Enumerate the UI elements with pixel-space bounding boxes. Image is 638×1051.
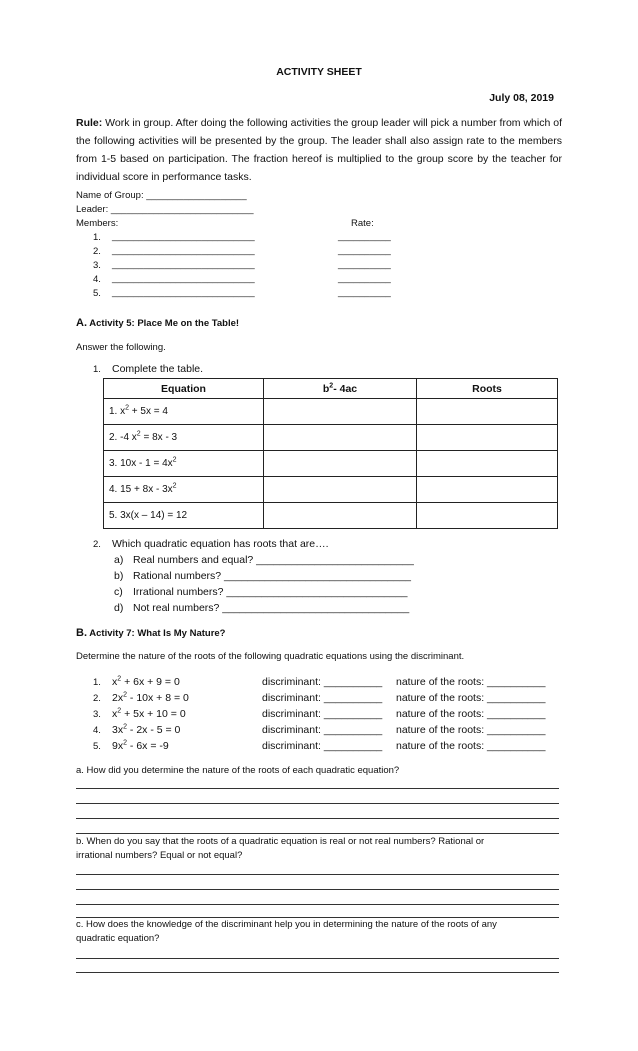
eq-text: 5. 3x(x – 14) = 12 (109, 510, 188, 521)
table-row (104, 399, 558, 425)
discriminant-field[interactable]: discriminant: __________ (262, 676, 383, 688)
question-b-line2: irrational numbers? Equal or not equal? (76, 850, 243, 861)
member-num: 5. (93, 288, 101, 299)
equation-cell (104, 399, 264, 425)
item-number: 3. (93, 709, 101, 720)
eq-text: - 10x + 8 = 0 (127, 692, 189, 704)
quadratic-equation (112, 724, 180, 736)
nature-field[interactable]: nature of the roots: __________ (396, 740, 546, 752)
nature-field[interactable]: nature of the roots: __________ (396, 692, 546, 704)
discriminant-field[interactable]: discriminant: __________ (262, 740, 383, 752)
quadratic-equation (112, 708, 186, 720)
discriminant-cell[interactable] (264, 451, 417, 477)
activity-a-instruction: Answer the following. (76, 342, 166, 353)
member-num: 1. (93, 232, 101, 243)
activity-a-letter: A. (76, 317, 87, 329)
member-rate-field[interactable]: __________ (338, 273, 391, 284)
member-num: 3. (93, 260, 101, 271)
choice-letter: c) (114, 586, 123, 598)
eq-text: + 6x + 9 = 0 (121, 676, 180, 688)
equation-table (103, 378, 558, 529)
answer-line[interactable] (76, 904, 559, 905)
member-name-field[interactable]: ___________________________ (112, 245, 255, 256)
member-rate-field[interactable]: __________ (338, 287, 391, 298)
discriminant-cell[interactable] (264, 477, 417, 503)
eq-text: - 6x = -9 (127, 740, 169, 752)
eq-text: + 5x + 10 = 0 (121, 708, 186, 720)
discriminant-cell[interactable] (264, 503, 417, 529)
activity-b-heading (76, 627, 225, 639)
choice-field[interactable]: Irrational numbers? _______________________________ (133, 586, 408, 598)
activity-b-title: Activity 7: What Is My Nature? (87, 628, 226, 639)
table-row (104, 425, 558, 451)
quadratic-equation (112, 740, 169, 752)
header-discriminant (264, 379, 417, 399)
answer-line[interactable] (76, 803, 559, 804)
table-row (104, 477, 558, 503)
eq-exponent: 2 (172, 456, 177, 464)
equation-cell (104, 477, 264, 503)
equation-cell (104, 425, 264, 451)
eq-exponent: 2 (123, 739, 127, 747)
member-name-field[interactable]: ___________________________ (112, 231, 255, 242)
member-name-field[interactable]: ___________________________ (112, 259, 255, 270)
members-label: Members: (76, 218, 119, 229)
question-b-line1: b. When do you say that the roots of a quadratic equation is real or not real numbers? Rational or (76, 836, 485, 847)
eq-text: = 8x - 3 (140, 432, 178, 443)
activity-a-title: Activity 5: Place Me on the Table! (87, 318, 240, 329)
eq-exponent: 2 (117, 675, 122, 683)
answer-line[interactable] (76, 818, 559, 819)
eq-text: 4. 15 + 8x - 3x (109, 484, 173, 495)
activity-a-heading (76, 317, 239, 329)
roots-cell[interactable] (417, 503, 558, 529)
eq-text: 3. 10x - 1 = 4x (109, 458, 173, 469)
group-name-field[interactable]: Name of Group: ___________________ (76, 190, 247, 201)
roots-cell[interactable] (417, 425, 558, 451)
answer-line[interactable] (76, 917, 559, 918)
eq-text: 2x (112, 692, 124, 704)
roots-cell[interactable] (417, 399, 558, 425)
equation-cell (104, 451, 264, 477)
eq-exponent: 2 (123, 723, 127, 731)
answer-line[interactable] (76, 972, 559, 973)
choice-letter: b) (114, 570, 124, 582)
choice-field[interactable]: Rational numbers? ________________________________ (133, 570, 411, 582)
header-equation: Equation (104, 379, 264, 399)
nature-field[interactable]: nature of the roots: __________ (396, 708, 546, 720)
disc-rest: - 4ac (333, 382, 358, 395)
question-a: a. How did you determine the nature of the roots of each quadratic equation? (76, 765, 400, 776)
rule-paragraph (76, 114, 562, 186)
table-header-row (104, 379, 558, 399)
eq-text: 3x (112, 724, 124, 736)
item-number: 1. (93, 364, 101, 375)
nature-field[interactable]: nature of the roots: __________ (396, 676, 546, 688)
activity-b-letter: B. (76, 627, 87, 639)
discriminant-field[interactable]: discriminant: __________ (262, 724, 383, 736)
member-rate-field[interactable]: __________ (338, 231, 391, 242)
roots-cell[interactable] (417, 451, 558, 477)
discriminant-cell[interactable] (264, 399, 417, 425)
member-name-field[interactable]: ___________________________ (112, 287, 255, 298)
item-number: 4. (93, 725, 101, 736)
header-roots: Roots (417, 379, 558, 399)
eq-text: 9x (112, 740, 124, 752)
roots-cell[interactable] (417, 477, 558, 503)
member-num: 4. (93, 274, 101, 285)
choice-letter: a) (114, 554, 124, 566)
question-c-line1: c. How does the knowledge of the discriminant help you in determining the nature of the roots of any (76, 919, 497, 930)
eq-exponent: 2 (125, 404, 130, 412)
quadratic-equation (112, 692, 189, 704)
item-number: 1. (93, 677, 101, 688)
page-title: ACTIVITY SHEET (276, 66, 362, 78)
rate-label: Rate: (351, 218, 374, 229)
date: July 08, 2019 (489, 92, 554, 104)
item-number: 2. (93, 693, 101, 704)
item-text: Which quadratic equation has roots that are…. (112, 538, 329, 550)
eq-text: 1. x (109, 406, 126, 417)
activity-b-instruction: Determine the nature of the roots of the following quadratic equations using the discriminant. (76, 651, 465, 662)
member-rate-field[interactable]: __________ (338, 259, 391, 270)
eq-exponent: 2 (172, 482, 177, 490)
answer-line[interactable] (76, 788, 559, 789)
answer-line[interactable] (76, 833, 559, 834)
eq-text: x (112, 708, 118, 720)
eq-text: x (112, 676, 118, 688)
equation-cell (104, 503, 264, 529)
leader-field[interactable]: Leader: ___________________________ (76, 204, 254, 215)
eq-text: 2. -4 x (109, 432, 137, 443)
member-rate-field[interactable]: __________ (338, 245, 391, 256)
member-num: 2. (93, 246, 101, 257)
quadratic-equation (112, 676, 180, 688)
answer-line[interactable] (76, 889, 559, 890)
nature-field[interactable]: nature of the roots: __________ (396, 724, 546, 736)
answer-line[interactable] (76, 958, 559, 959)
table-row (104, 503, 558, 529)
discriminant-field[interactable]: discriminant: __________ (262, 692, 383, 704)
member-name-field[interactable]: ___________________________ (112, 273, 255, 284)
disc-exponent: 2 (329, 382, 334, 389)
item-number: 2. (93, 539, 101, 550)
eq-exponent: 2 (123, 691, 127, 699)
eq-text: - 2x - 5 = 0 (127, 724, 181, 736)
choice-field[interactable]: Not real numbers? ________________________________ (133, 602, 410, 614)
rule-text: Work in group. After doing the following activities the group leader will pick a number from which of the following activities will be presented by the group. The leader shall also assign rate to the members from 1-5 based on participation. The fraction hereof is multiplied to the group score by the teacher for individual score in performance tasks. (76, 117, 562, 183)
eq-exponent: 2 (136, 430, 141, 438)
item-text: Complete the table. (112, 363, 204, 375)
answer-line[interactable] (76, 874, 559, 875)
choice-letter: d) (114, 602, 124, 614)
choice-field[interactable]: Real numbers and equal? ___________________________ (133, 554, 414, 566)
question-c-line2: quadratic equation? (76, 933, 160, 944)
eq-exponent: 2 (117, 707, 122, 715)
discriminant-field[interactable]: discriminant: __________ (262, 708, 383, 720)
eq-text: + 5x = 4 (129, 406, 168, 417)
disc-base: b (322, 382, 330, 395)
discriminant-cell[interactable] (264, 425, 417, 451)
item-number: 5. (93, 741, 101, 752)
table-row (104, 451, 558, 477)
rule-label: Rule: (76, 117, 103, 129)
